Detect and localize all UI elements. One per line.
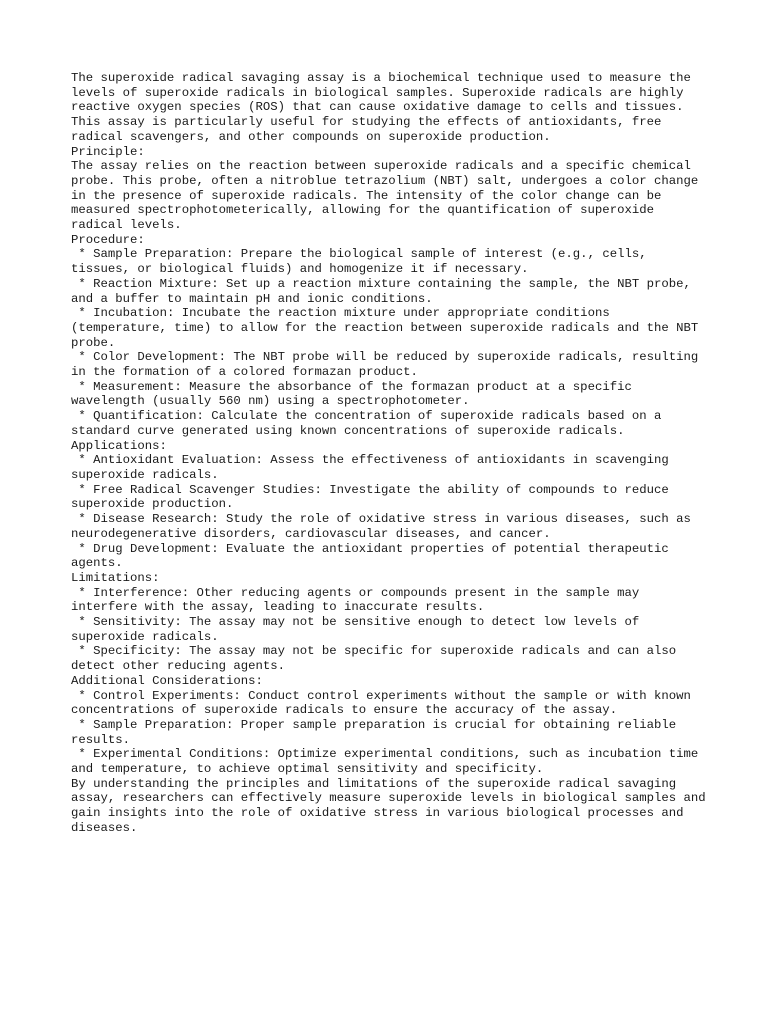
limitations-item-specificity: * Specificity: The assay may not be specific for superoxide radicals and can also detect other reducing agents. xyxy=(71,644,684,674)
considerations-item-sample-preparation: * Sample Preparation: Proper sample preparation is crucial for obtaining reliable results. xyxy=(71,717,684,747)
applications-heading: Applications: xyxy=(71,438,167,453)
intro-paragraph: The superoxide radical savaging assay is a biochemical technique used to measure the levels of superoxide radicals in biological samples. Superoxide radicals are highly reactive oxygen species (ROS) that can cause oxidative damage to cells and tissues. This assay is particularly useful for studying the effects of antioxidants, free radical scavengers, and other compounds on superoxide production. xyxy=(71,71,699,144)
applications-item-drug-development: * Drug Development: Evaluate the antioxidant properties of potential therapeutic agents. xyxy=(71,541,677,571)
applications-item-free-radical-scavenger: * Free Radical Scavenger Studies: Investigate the ability of compounds to reduce superoxide production. xyxy=(71,482,677,512)
procedure-list xyxy=(71,247,711,438)
applications-item-disease-research: * Disease Research: Study the role of oxidative stress in various diseases, such as neurodegenerative disorders, cardiovascular diseases, and cancer. xyxy=(71,512,699,541)
procedure-heading: Procedure: xyxy=(71,232,145,247)
principle-heading: Principle: xyxy=(71,144,145,159)
applications-list xyxy=(71,453,711,571)
considerations-heading: Additional Considerations: xyxy=(71,673,263,688)
document-page xyxy=(71,71,714,836)
limitations-item-interference: * Interference: Other reducing agents or compounds present in the sample may interfere with the assay, leading to inaccurate results. xyxy=(71,585,647,615)
procedure-item-color-development: * Color Development: The NBT probe will be reduced by superoxide radicals, resulting in the formation of a colored formazan product. xyxy=(71,350,706,380)
limitations-heading: Limitations: xyxy=(71,570,160,585)
considerations-list xyxy=(71,689,711,777)
limitations-list xyxy=(71,586,711,674)
considerations-item-experimental-conditions: * Experimental Conditions: Optimize experimental conditions, such as incubation time and temperature, to achieve optimal sensitivity and specificity. xyxy=(71,747,706,777)
applications-item-antioxidant-evaluation: * Antioxidant Evaluation: Assess the effectiveness of antioxidants in scavenging superoxide radicals. xyxy=(71,453,677,482)
considerations-item-control-experiments: * Control Experiments: Conduct control experiments without the sample or with known concentrations of superoxide radicals to ensure the accuracy of the assay. xyxy=(71,688,699,718)
principle-paragraph: The assay relies on the reaction between superoxide radicals and a specific chemical probe. This probe, often a nitroblue tetrazolium (NBT) salt, undergoes a color change in the presence of superoxide radicals. The intensity of the color change can be measured spectrophotometerically, allowing for the quantification of superoxide radical levels. xyxy=(71,159,706,233)
procedure-item-reaction-mixture: * Reaction Mixture: Set up a reaction mixture containing the sample, the NBT probe, and a buffer to maintain pH and ionic conditions. xyxy=(71,276,699,306)
procedure-item-sample-preparation: * Sample Preparation: Prepare the biological sample of interest (e.g., cells, tissues, or biological fluids) and homogenize it if necessary. xyxy=(71,247,654,277)
conclusion-paragraph: By understanding the principles and limitations of the superoxide radical savaging assay, researchers can effectively measure superoxide levels in biological samples and gain insights into the role of oxidative stress in various biological processes and diseases. xyxy=(71,776,714,835)
procedure-item-incubation: * Incubation: Incubate the reaction mixture under appropriate conditions (temperature, time) to allow for the reaction between superoxide radicals and the NBT probe. xyxy=(71,306,706,350)
procedure-item-quantification: * Quantification: Calculate the concentration of superoxide radicals based on a standard curve generated using known concentrations of superoxide radicals. xyxy=(71,409,669,438)
limitations-item-sensitivity: * Sensitivity: The assay may not be sensitive enough to detect low levels of superoxide radicals. xyxy=(71,615,647,644)
procedure-item-measurement: * Measurement: Measure the absorbance of the formazan product at a specific wavelength (usually 560 nm) using a spectrophotometer. xyxy=(71,379,640,409)
